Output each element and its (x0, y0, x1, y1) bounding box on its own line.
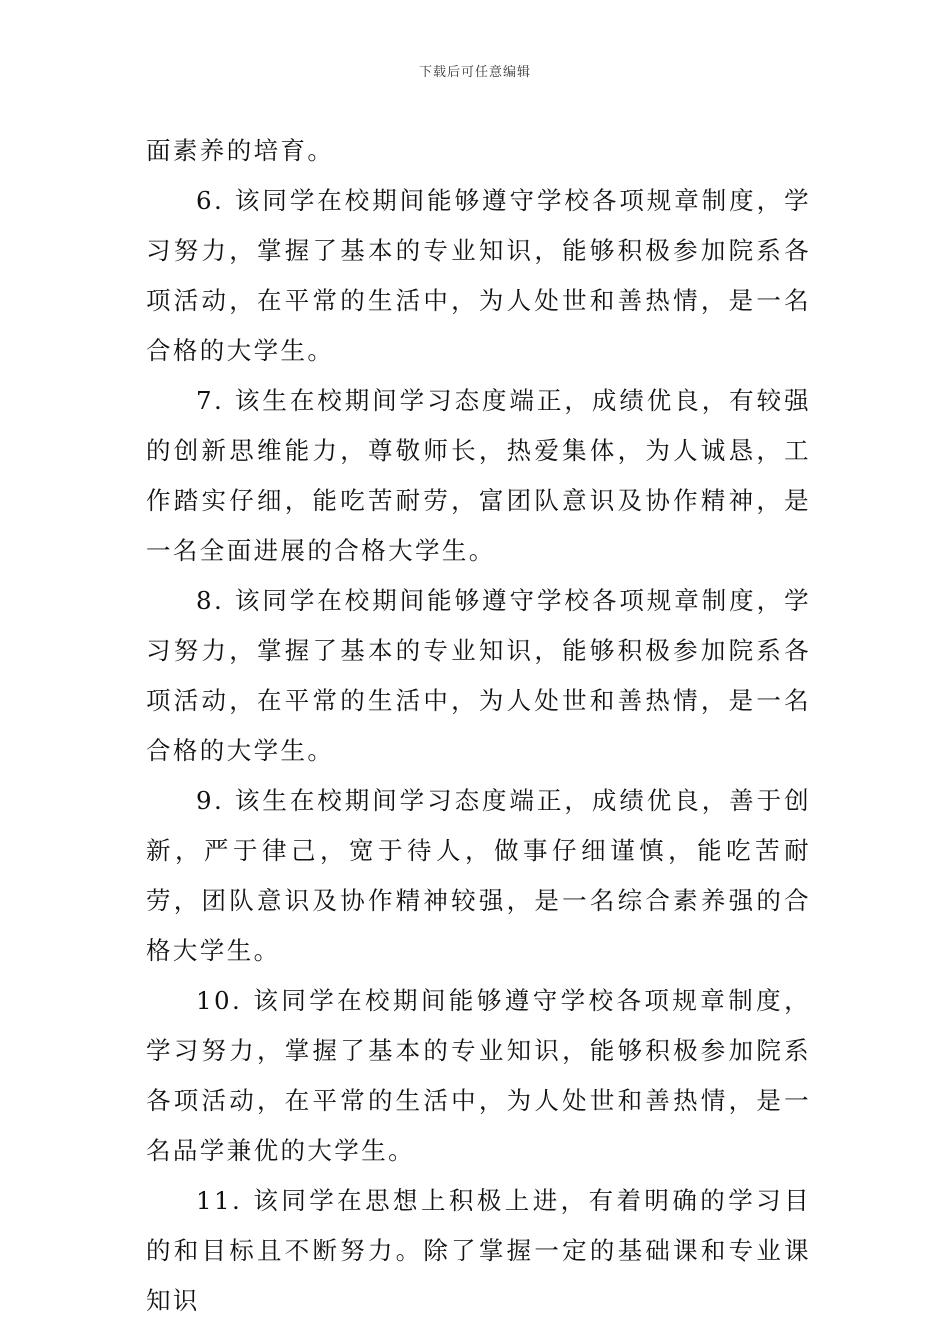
page-header-note: 下载后可任意编辑 (418, 65, 531, 80)
paragraph-item-7: 7. 该生在校期间学习态度端正，成绩优良，有较强的创新思维能力，尊敬师长，热爱集体，为人诚恳，工作踏实仔细，能吃苦耐劳，富团队意识及协作精神，是一名全面进展的合格大学生。 (146, 386, 811, 565)
paragraph-item-9: 9. 该生在校期间学习态度端正，成绩优良，善于创新，严于律己，宽于待人，做事仔细谨慎，能吃苦耐劳，团队意识及协作精神较强，是一名综合素养强的合格大学生。 (146, 786, 811, 965)
paragraph-continuation: 面素养的培育。 (146, 136, 335, 165)
paragraph-item-8: 8. 该同学在校期间能够遵守学校各项规章制度，学习努力，掌握了基本的专业知识，能够积极参加院系各项活动，在平常的生活中，为人处世和善热情，是一名合格的大学生。 (146, 586, 811, 765)
paragraph-item-11: 11. 该同学在思想上积极上进，有着明确的学习目的和目标且不断努力。除了掌握一定的基础课和专业课知识 (146, 1186, 811, 1315)
paragraph-item-10: 10. 该同学在校期间能够遵守学校各项规章制度，学习努力，掌握了基本的专业知识，能够积极参加院系各项活动，在平常的生活中，为人处世和善热情，是一名品学兼优的大学生。 (146, 986, 811, 1165)
document-body (146, 126, 811, 1326)
paragraph-item-6: 6. 该同学在校期间能够遵守学校各项规章制度，学习努力，掌握了基本的专业知识，能够积极参加院系各项活动，在平常的生活中，为人处世和善热情，是一名合格的大学生。 (146, 186, 811, 365)
